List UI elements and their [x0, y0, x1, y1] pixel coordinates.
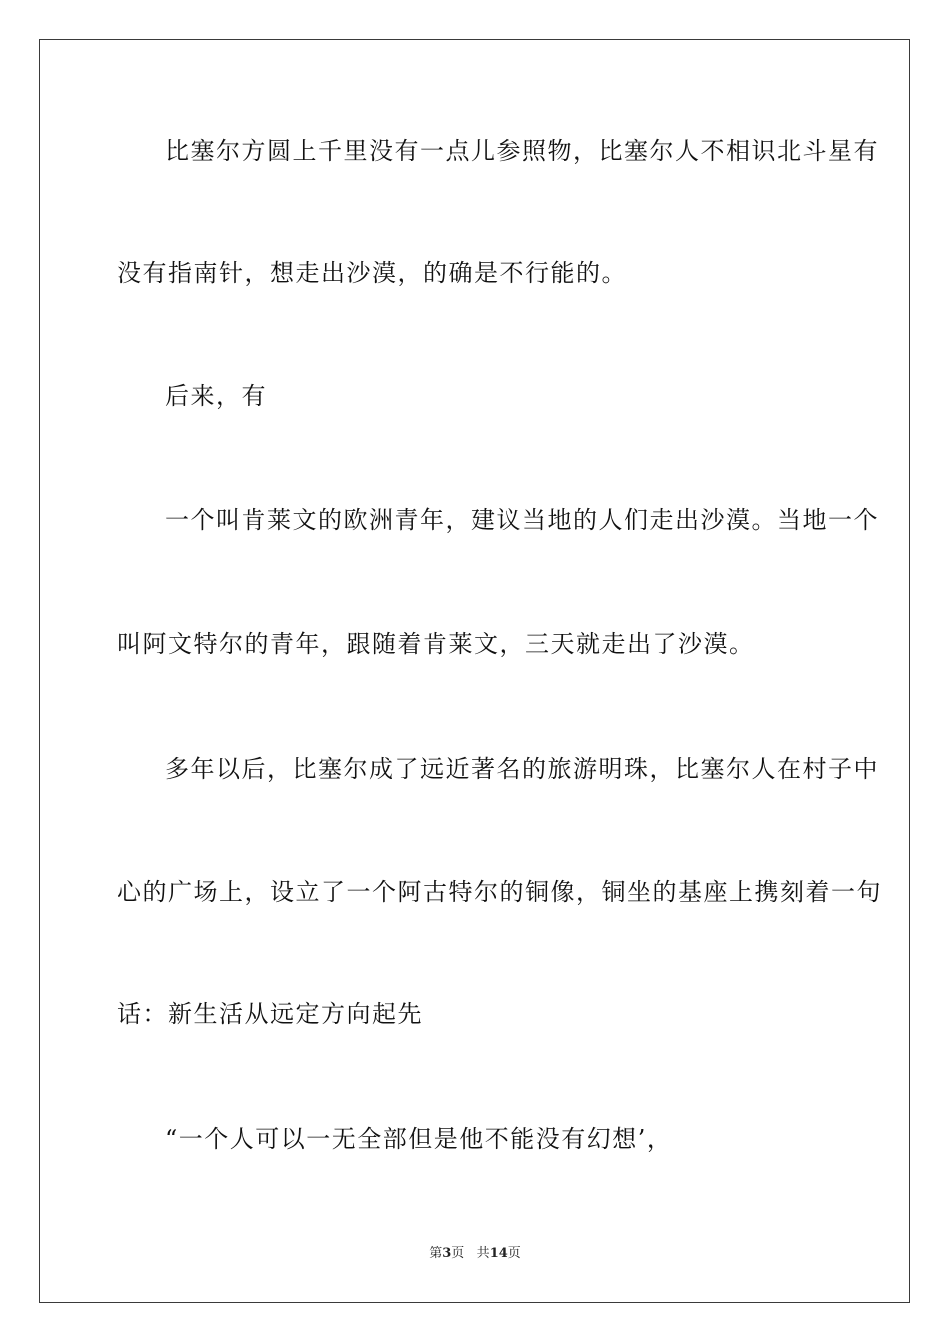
paragraph-4-line-1: 多年以后，比塞尔成了远近著名的旅游明珠，比塞尔人在村子中 [165, 755, 879, 783]
total-suffix: 页 [507, 1246, 521, 1261]
paragraph-1-line-2: 没有指南针，想走出沙漠，的确是不行能的。 [117, 259, 627, 287]
page-number: 3 [442, 1246, 452, 1261]
paragraph-4-line-2: 心的广场上，设立了一个阿古特尔的铜像，铜坐的基座上携刻着一句 [117, 878, 882, 906]
paragraph-3-line-2: 叫阿文特尔的青年，跟随着肯莱文，三天就走出了沙漠。 [117, 630, 755, 658]
paragraph-2-line-1: 后来，有 [165, 382, 267, 410]
total-prefix: 共 [476, 1246, 490, 1261]
total-pages: 14 [489, 1246, 508, 1261]
page-border [39, 39, 910, 1303]
paragraph-3-line-1: 一个叫肯莱文的欧洲青年，建议当地的人们走出沙漠。当地一个 [165, 506, 879, 534]
paragraph-4-line-3: 话：新生活从远定方向起先 [117, 1000, 423, 1028]
page-suffix: 页 [451, 1246, 465, 1261]
paragraph-5-line-1: “一个人可以一无全部但是他不能没有幻想’， [165, 1125, 673, 1153]
page-footer [0, 1245, 950, 1263]
paragraph-1-line-1: 比塞尔方圆上千里没有一点儿参照物，比塞尔人不相识北斗星有 [165, 137, 879, 165]
page-prefix: 第 [429, 1246, 443, 1261]
